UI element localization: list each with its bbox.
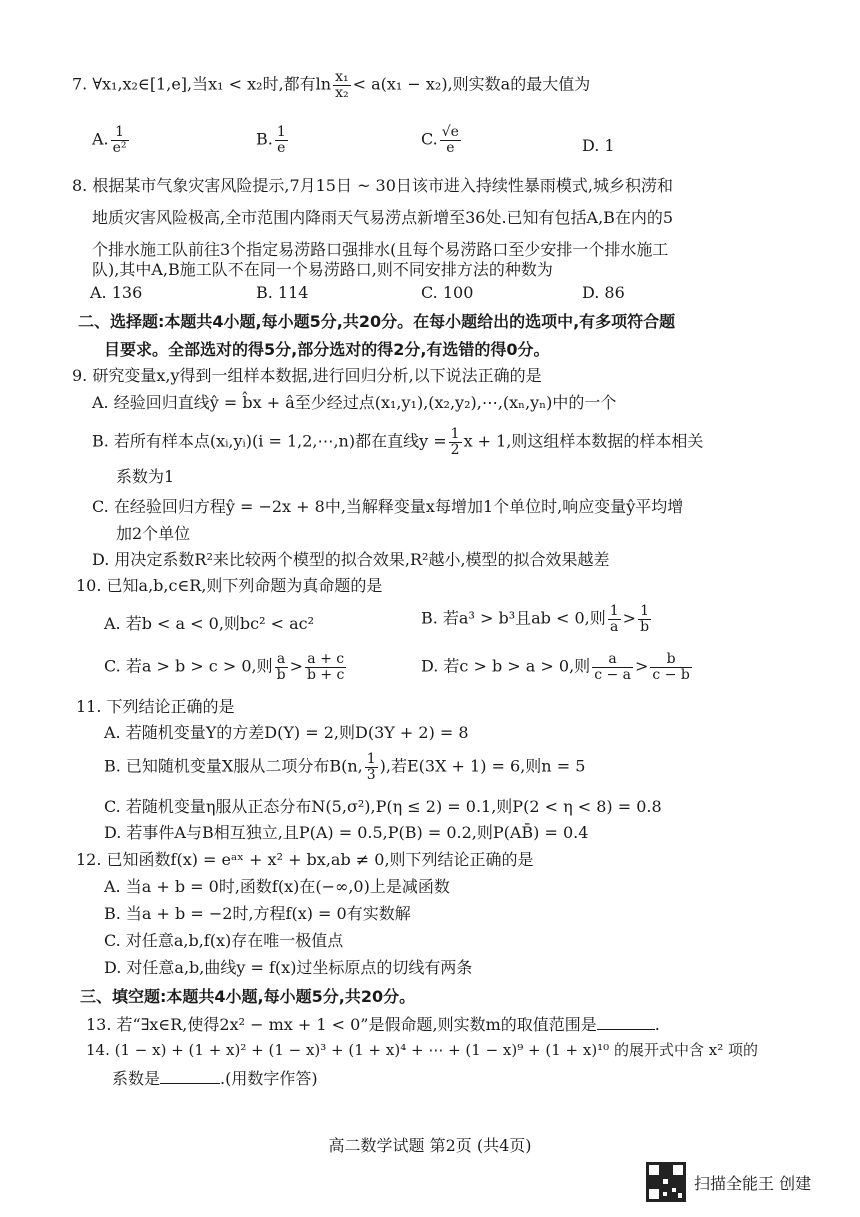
q13: 13. 若“∃x∈R,使得2x² − mx + 1 < 0”是假命题,则实数m的取值范围是 . [86, 1015, 660, 1034]
q10-option-d: D. 若c > b > a > 0,则 $\frac{a}{c - a}$ > $\frac{b}{c - b}$ [421, 651, 690, 683]
q14-line-1: 14. (1 − x) + (1 + x)² + (1 − x)³ + (1 + x)⁴ + ⋯ + (1 − x)⁹ + (1 + x)¹⁰ 的展开式中含 x² 项的 [86, 1041, 758, 1059]
q7-stem-a: 7. ∀x₁,x₂∈[1,e],当x₁ < x₂时,都有ln [72, 74, 332, 94]
q9-option-c: C. 在经验回归方程ŷ = −2x + 8中,当解释变量x每增加1个单位时,响应变量ŷ平均增 [92, 497, 684, 516]
q11-option-d: D. 若事件A与B相互独立,且P(A) = 0.5,P(B) = 0.2,则P(AB̄) = 0.4 [104, 823, 589, 842]
q7-option-b: B. $\frac{1}{e}$ [256, 124, 286, 156]
q8-line-1: 8. 根据某市气象灾害风险提示,7月15日 ~ 30日该市进入持续性暴雨模式,城乡积涝和 [72, 176, 674, 195]
q8-line-4: 队),其中A,B施工队不在同一个易涝路口,则不同安排方法的种数为 [92, 260, 553, 279]
section-3-heading: 三、填空题:本题共4小题,每小题5分,共20分。 [80, 987, 416, 1006]
q8-line-2: 地质灾害风险极高,全市范围内降雨天气易涝点新增至36处.已知有包括A,B在内的5 [92, 208, 674, 227]
q7-option-a: A. $\frac{1}{\text{e²}}$ [92, 124, 127, 156]
section-2-heading: 二、选择题:本题共4小题,每小题5分,共20分。在每小题给出的选项中,有多项符合题 [78, 312, 676, 331]
page-footer: 高二数学试题 第2页 (共4页) [328, 1136, 532, 1155]
q7-option-c: C. $\frac{√e}{e}$ [421, 124, 459, 156]
q7-stem [72, 70, 590, 100]
q11-option-a: A. 若随机变量Y的方差D(Y) = 2,则D(3Y + 2) = 8 [104, 723, 469, 742]
q10-option-b: B. 若a³ > b³且ab < 0,则 $\frac{1}{a}$ > $\frac{1}{b}$ [421, 603, 650, 635]
q10-option-c: C. 若a > b > c > 0,则 $\frac{a}{b}$ > $\frac{a + c}{b + c}$ [104, 651, 345, 683]
q9-option-a: A. 经验回归直线ŷ = b̂x + â至少经过点(x₁,y₁),(x₂,y₂),⋯,(xₙ,yₙ)中的一个 [92, 393, 617, 412]
q8-option-b: B. 114 [256, 283, 309, 302]
q8-option-c: C. 100 [421, 283, 474, 302]
q10-option-a: A. 若b < a < 0,则bc² < ac² [104, 614, 315, 633]
q8-line-3: 个排水施工队前往3个指定易涝路口强排水(且每个易涝路口至少安排一个排水施工 [92, 240, 669, 259]
q14-line-2: 系数是 .(用数字作答) [112, 1069, 318, 1088]
q12-option-d: D. 对任意a,b,曲线y = f(x)过坐标原点的切线有两条 [104, 958, 473, 977]
q9-option-d: D. 用决定系数R²来比较两个模型的拟合效果,R²越小,模型的拟合效果越差 [92, 550, 610, 569]
q14-answer-blank [160, 1082, 220, 1084]
q7-option-d: D. 1 [582, 136, 615, 155]
section-2-heading-cont: 目要求。全部选对的得5分,部分选对的得2分,有选错的得0分。 [104, 340, 550, 359]
q12-option-b: B. 当a + b = −2时,方程f(x) = 0有实数解 [104, 904, 411, 923]
q12-stem: 12. 已知函数f(x) = eᵃˣ + x² + bx,ab ≠ 0,则下列结论正确的是 [76, 850, 534, 869]
q9-option-b-cont: 系数为1 [116, 467, 175, 486]
q9-option-c-cont: 加2个单位 [116, 524, 191, 543]
q12-option-a: A. 当a + b = 0时,函数f(x)在(−∞,0)上是减函数 [104, 877, 450, 896]
q9-option-b: B. 若所有样本点(xᵢ,yᵢ)(i = 1,2,⋯,n)都在直线y = $\frac{1}{2}$ x + 1,则这组样本数据的样本相关 [92, 426, 704, 458]
qr-code-icon [646, 1162, 686, 1202]
scanner-watermark: 扫描全能王 创建 [694, 1174, 812, 1193]
q7-stem-b: < a(x₁ − x₂),则实数a的最大值为 [352, 74, 591, 94]
q8-option-d: D. 86 [582, 283, 625, 302]
q11-option-b: B. 已知随机变量X服从二项分布B(n, $\frac{1}{3}$ ),若E(3X + 1) = 6,则n = 5 [104, 751, 586, 783]
q12-option-c: C. 对任意a,b,f(x)存在唯一极值点 [104, 931, 344, 950]
q11-option-c: C. 若随机变量η服从正态分布N(5,σ²),P(η ≤ 2) = 0.1,则P(2 < η < 8) = 0.8 [104, 797, 662, 816]
q13-answer-blank [597, 1028, 655, 1030]
q7-fraction: $\frac{\text{x₁}}{\text{x₂}}$ [335, 69, 349, 101]
q8-option-a: A. 136 [90, 283, 143, 302]
q10-stem: 10. 已知a,b,c∈R,则下列命题为真命题的是 [76, 576, 383, 595]
q9-stem: 9. 研究变量x,y得到一组样本数据,进行回归分析,以下说法正确的是 [72, 366, 542, 385]
q11-stem: 11. 下列结论正确的是 [76, 697, 235, 716]
